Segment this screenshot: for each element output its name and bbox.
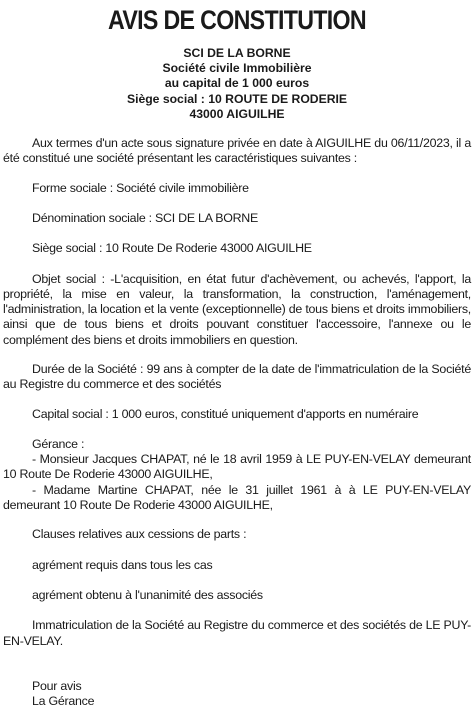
gerant-2: - Madame Martine CHAPAT, née le 31 juillet 1961 à à LE PUY-EN-VELAY demeurant 10 Route De Roderie 43000 AIGUILHE, xyxy=(3,482,471,513)
company-name: SCI DE LA BORNE xyxy=(183,46,291,60)
company-address: Siège social : 10 ROUTE DE RODERIE xyxy=(126,91,348,106)
gerant-1: - Monsieur Jacques CHAPAT, né le 18 avril 1959 à LE PUY-EN-VELAY demeurant 10 Route De Roderie 43000 AIGUILHE, xyxy=(3,452,471,482)
agrement-unanimite: agrément obtenu à l'unanimité des associés xyxy=(32,587,263,602)
signoff-gerance: La Gérance xyxy=(32,694,95,709)
clauses-cessions: Clauses relatives aux cessions de parts : xyxy=(32,527,247,542)
denomination-sociale: Dénomination sociale : SCI DE LA BORNE xyxy=(32,210,259,225)
capital-social: Capital social : 1 000 euros, constitué uniquement d'apports en numéraire xyxy=(32,406,419,421)
company-header xyxy=(3,46,471,122)
notice-title: AVIS DE CONSTITUTION xyxy=(107,5,366,35)
siege-social: Siège social : 10 Route De Roderie 43000 AIGUILHE xyxy=(32,241,312,256)
company-capital: au capital de 1 000 euros xyxy=(164,76,310,91)
intro-paragraph: Aux termes d'un acte sous signature privée en date à AIGUILHE du 06/11/2023, il a été constitué une société présentant les caractéristiques suivantes : xyxy=(3,136,471,166)
duree-societe: Durée de la Société : 99 ans à compter de la date de l'immatriculation de la Société au Registre du commerce et des sociétés xyxy=(3,361,471,392)
agrement-requis: agrément requis dans tous les cas xyxy=(32,557,213,572)
signoff xyxy=(3,679,471,709)
forme-sociale: Forme sociale : Société civile immobilière xyxy=(32,180,249,195)
immatriculation: Immatriculation de la Société au Registre du commerce et des sociétés de LE PUY-EN-VELAY. xyxy=(3,618,471,648)
gerance-section xyxy=(3,437,471,513)
company-type: Société civile Immobilière xyxy=(162,61,312,76)
gerance-label: Gérance : xyxy=(32,436,85,451)
company-city: 43000 AIGUILHE xyxy=(189,106,285,121)
notice-body xyxy=(3,136,471,709)
signoff-pour-avis: Pour avis xyxy=(32,678,82,693)
objet-social: Objet social : -L'acquisition, en état futur d'achèvement, ou achevés, l'apport, la propriété, la mise en valeur, la transformation, la construction, l'aménagement, l'administration, la location et la vente (exceptionnelle) de tous biens et droits immobiliers, ainsi que de tous biens et droits pouvant constituer l'accessoire, l'annexe ou le complément des biens et droits immobiliers en question. xyxy=(3,271,471,347)
